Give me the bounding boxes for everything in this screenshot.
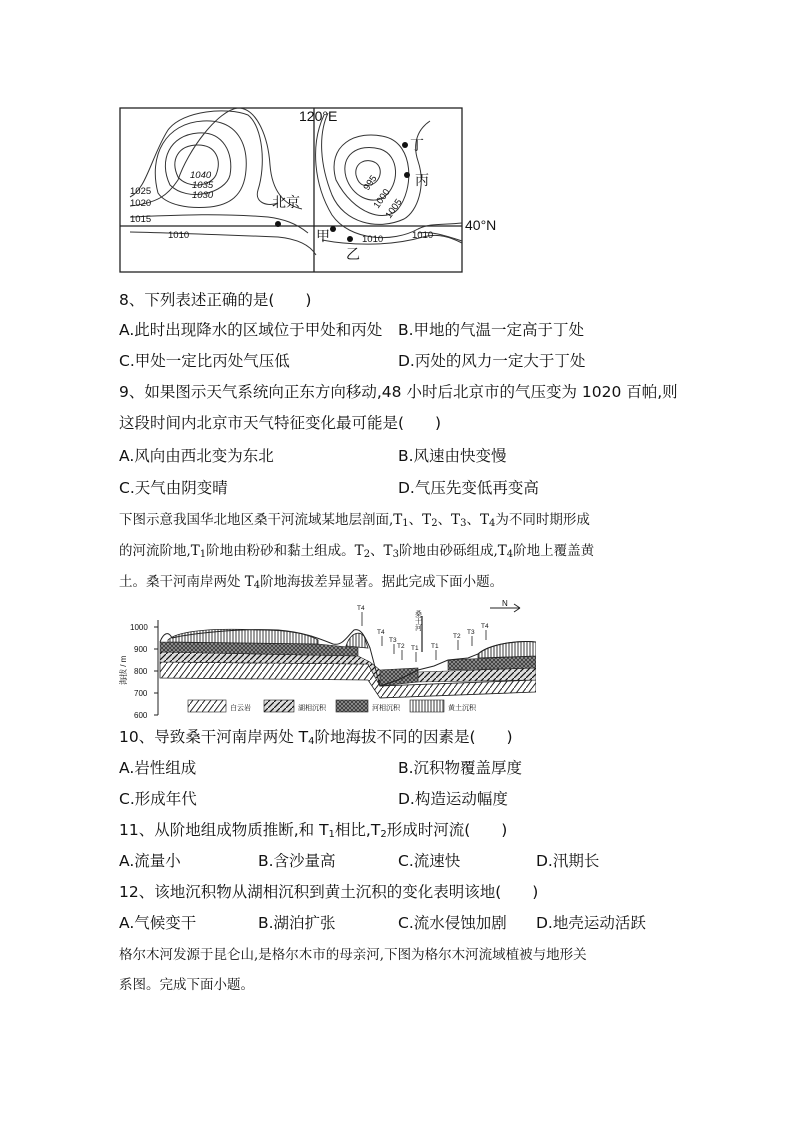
subscript: 2 [431,518,438,529]
text-run: 为不同时期形成 [495,512,590,528]
legend-river: 河相沉积 [372,705,400,712]
subscript: 3 [392,549,399,560]
question-10-stem [119,727,513,752]
q9-option-a: A.风向由西北变为东北 [119,447,274,465]
q11-option-b: B.含沙量高 [258,852,336,870]
latitude-label: 40°N [465,217,497,233]
subscript: 2 [380,829,387,840]
terrace-label: T3 [467,629,475,636]
terrace-label: T4 [481,623,489,630]
y-tick: 900 [134,645,148,654]
legend-loess: 黄土沉积 [448,705,476,712]
terrace-label: T1 [431,643,439,650]
y-tick: 700 [134,689,148,698]
q11-option-d: D.汛期长 [536,852,600,870]
text-run: 、T [370,543,393,559]
terrace-label: T1 [411,645,419,652]
q12-option-c: C.流水侵蚀加剧 [398,914,507,932]
question-8-stem: 8、下列表述正确的是( ) [119,291,312,309]
subscript: 1 [199,549,207,560]
north-label: N [502,600,508,608]
subscript: 1 [328,829,335,840]
terrace-label: T3 [389,637,397,644]
q8-option-c: C.甲处一定比丙处气压低 [119,352,290,370]
legend-lake: 湖相沉积 [298,705,326,712]
isobar-label: 1035 [192,180,214,191]
subscript: 2 [363,549,371,560]
q8-option-d: D.丙处的风力一定大于丁处 [398,352,586,370]
text-run: 阶地由砂砾组成,T [398,543,507,559]
terrace-label: T4 [357,605,365,612]
river-label: 桑干河 [414,610,422,631]
passage-1-line1 [119,510,590,534]
cross-section-figure [118,600,536,720]
y-tick: 1000 [130,623,148,632]
subscript: 4 [488,518,496,529]
place-ding: 丁 [410,137,424,153]
subscript: 4 [253,580,261,591]
isobar-label: 1010 [168,230,190,241]
subscript: 3 [460,518,467,529]
q10-option-d: D.构造运动幅度 [398,790,508,808]
text-run: 11、从阶地组成物质推断,和 T [119,821,329,839]
question-9-stem-line2: 这段时间内北京市天气特征变化最可能是( ) [119,414,442,432]
text-run: 土。桑干河南岸两处 T [119,574,254,590]
text-run: 、T [408,512,432,528]
q9-option-d: D.气压先变低再变高 [398,479,539,497]
y-axis-label: 海拔 / m [119,655,128,685]
isobar-label: 1025 [130,186,152,197]
text-run: 相比,T [334,821,381,839]
isobar-label: 1005 [383,197,405,221]
isobar-label: 1015 [130,214,152,225]
text-run: 阶地上覆盖黄 [513,543,595,559]
subscript: 4 [308,736,315,747]
y-tick: 600 [134,711,148,720]
text-run: 、T [466,512,489,528]
legend-dolomite: 白云岩 [230,705,251,712]
passage-1-line3 [119,572,503,596]
q8-option-b: B.甲地的气温一定高于丁处 [398,321,585,339]
place-beijing: 北京 [272,194,300,210]
subscript: 4 [506,549,514,560]
isobar-label: 995 [361,173,380,193]
isobar-label: 1010 [412,230,434,241]
place-bing: 丙 [415,172,429,188]
isobar-label: 1030 [192,190,214,201]
q10-option-c: C.形成年代 [119,790,197,808]
terrace-label: T4 [377,629,385,636]
text-run: 、T [437,512,461,528]
isobar-label: 1040 [190,170,212,181]
text-run: 下图示意我国华北地区桑干河流域某地层剖面,T [119,512,403,528]
q11-option-c: C.流速快 [398,852,461,870]
passage-2-line2: 系图。完成下面小题。 [119,977,254,993]
place-jia: 甲 [316,228,330,244]
place-yi: 乙 [346,246,360,262]
text-run: 阶地海拔差异显著。据此完成下面小题。 [260,574,504,590]
isobar-label: 1020 [130,198,152,209]
q12-option-d: D.地壳运动活跃 [536,914,646,932]
text-run: 阶地海拔不同的因素是( ) [314,728,513,746]
question-12-stem: 12、该地沉积物从湖相沉积到黄土沉积的变化表明该地( ) [119,883,539,901]
question-9-stem-line1: 9、如果图示天气系统向正东方向移动,48 小时后北京市的气压变为 1020 百帕,则 [119,383,678,401]
terrace-label: T2 [397,643,405,650]
text-run: 的河流阶地,T [119,543,200,559]
text-run: 形成时河流( ) [386,821,508,839]
passage-1-line2 [119,541,594,565]
longitude-label: 120°E [299,108,338,124]
q10-option-a: A.岩性组成 [119,759,197,777]
y-tick: 800 [134,667,148,676]
q12-option-b: B.湖泊扩张 [258,914,336,932]
question-11-stem [119,820,507,845]
q10-option-b: B.沉积物覆盖厚度 [398,759,523,777]
q12-option-a: A.气候变干 [119,914,197,932]
text-run: 10、导致桑干河南岸两处 T [119,728,309,746]
isobar-label: 1010 [362,234,384,245]
q9-option-c: C.天气由阴变晴 [119,479,228,497]
passage-2-line1: 格尔木河发源于昆仑山,是格尔木市的母亲河,下图为格尔木河流域植被与地形关 [119,947,587,963]
q11-option-a: A.流量小 [119,852,181,870]
subscript: 1 [402,518,409,529]
isobar-label: 1000 [371,187,393,211]
q8-option-a: A.此时出现降水的区域位于甲处和丙处 [119,321,383,339]
terrace-label: T2 [453,633,461,640]
text-run: 阶地由粉砂和黏土组成。T [206,543,364,559]
isobar-map [118,105,508,275]
q9-option-b: B.风速由快变慢 [398,447,507,465]
